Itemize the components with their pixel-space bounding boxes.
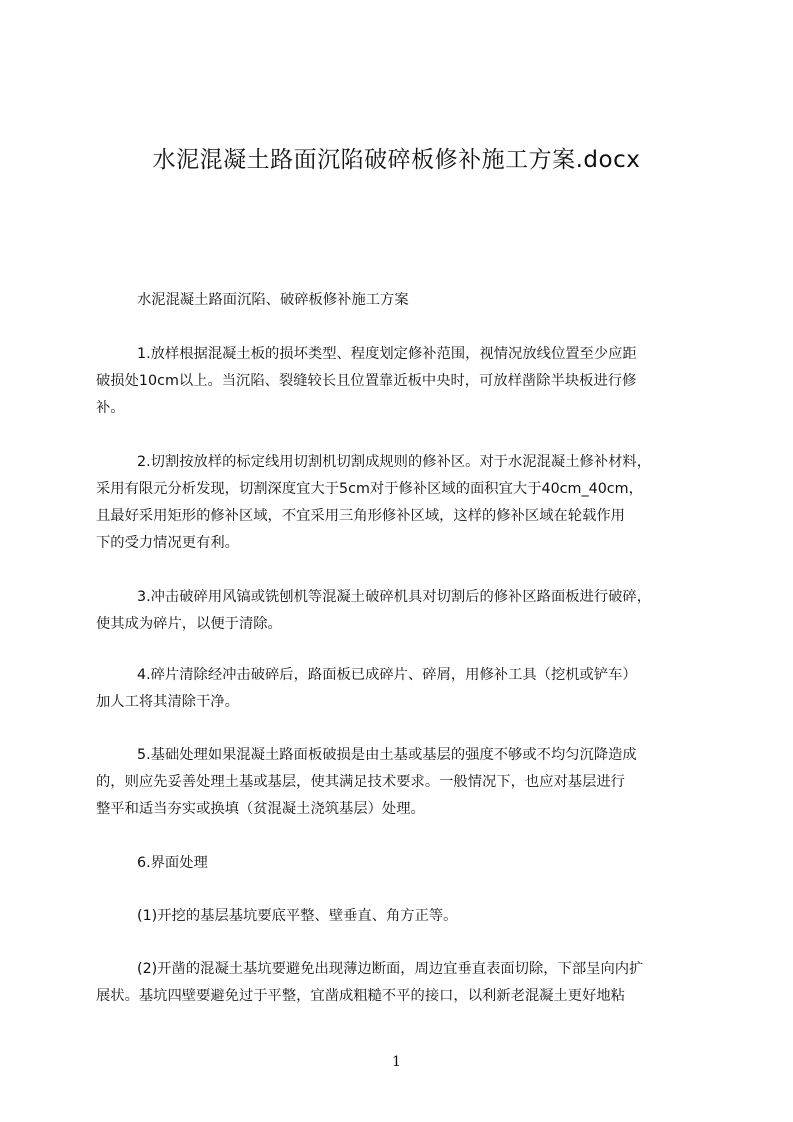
paragraph-line: 5.基础处理如果混凝土路面板破损是由土基或基层的强度不够或不均匀沉降造成 <box>137 747 637 763</box>
paragraph-line: 的，则应先妥善处理土基或基层，使其满足技术要求。一般情况下，也应对基层进行 <box>96 774 625 790</box>
page-number: 1 <box>392 1054 401 1070</box>
paragraph-line: 采用有限元分析发现，切割深度宜大于5cm对于修补区域的面积宜大于40cm_40cm， <box>96 481 643 497</box>
paragraph-line: (1)开挖的基层基坑要底平整、壁垂直、角方正等。 <box>137 908 458 924</box>
paragraph-line: 下的受力情况更有利。 <box>96 535 239 551</box>
paragraph-line: (2)开凿的混凝土基坑要避免出现薄边断面，周边宜垂直表面切除，下部呈向内扩 <box>137 961 644 977</box>
paragraph-line: 6.界面处理 <box>137 855 208 871</box>
paragraph-line: 使其成为碎片，以便于清除。 <box>96 616 282 632</box>
paragraph-line: 加人工将其清除干净。 <box>96 694 239 710</box>
paragraph-line: 3.冲击破碎用风镐或铣刨机等混凝土破碎机具对切割后的修补区路面板进行破碎， <box>137 589 652 605</box>
paragraph-line: 4.碎片清除经冲击破碎后，路面板已成碎片、碎屑，用修补工具（挖机或铲车） <box>137 667 637 683</box>
paragraph-line: 展状。基坑四壁要避免过于平整，宜凿成粗糙不平的接口，以利新老混凝土更好地粘 <box>96 988 625 1004</box>
paragraph-line: 2.切割按放样的标定线用切割机切割成规则的修补区。对于水泥混凝土修补材料， <box>137 454 652 470</box>
paragraph-line: 破损处10cm以上。当沉陷、裂缝较长且位置靠近板中央时，可放样凿除半块板进行修 <box>96 373 637 389</box>
document-title: 水泥混凝土路面沉陷破碎板修补施工方案.docx <box>152 147 641 173</box>
paragraph-line: 整平和适当夯实或换填（贫混凝土浇筑基层）处理。 <box>96 801 425 817</box>
paragraph-line: 1.放样根据混凝土板的损坏类型、程度划定修补范围，视情况放线位置至少应距 <box>137 346 637 362</box>
paragraph-line: 且最好采用矩形的修补区域，不宜采用三角形修补区域，这样的修补区域在轮载作用 <box>96 508 625 524</box>
paragraph-line: 补。 <box>96 400 125 416</box>
document-subtitle: 水泥混凝土路面沉陷、破碎板修补施工方案 <box>137 292 409 308</box>
